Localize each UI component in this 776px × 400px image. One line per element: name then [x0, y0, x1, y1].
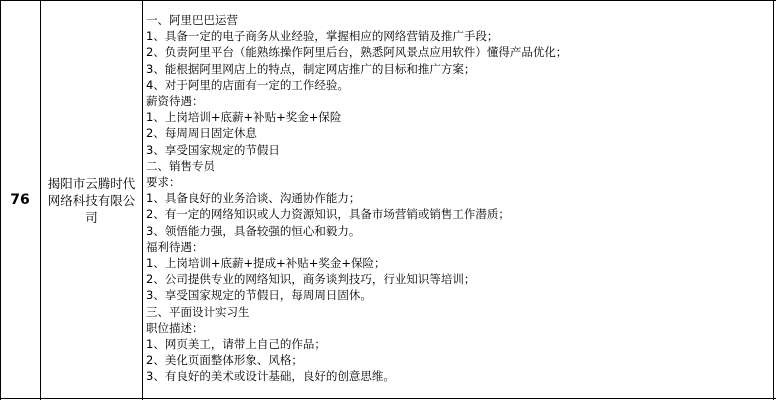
description-line: 1、上岗培训+底薪+提成+补贴+奖金+保险；: [146, 256, 386, 271]
company-name-cell: 揭阳市云腾时代网络科技有限公司: [47, 175, 136, 225]
table-border-right: [773, 0, 774, 400]
job-description-cell: [146, 12, 771, 385]
description-line: 职位描述：: [146, 320, 204, 335]
description-line: 2、每周周日固定休息: [146, 126, 257, 141]
description-line: 1、具备良好的业务洽谈、沟通协作能力；: [146, 191, 361, 206]
description-line: 3、能根据阿里网店上的特点，制定网店推广的目标和推广方案；: [146, 61, 476, 76]
description-line: 4、对于阿里的店面有一定的工作经验。: [146, 77, 349, 92]
column-divider-2: [142, 0, 143, 400]
description-line: 1、具备一定的电子商务从业经验，掌握相应的网络营销及推广手段；: [146, 29, 499, 44]
description-line: 2、公司提供专业的网络知识，商务谈判技巧，行业知识等培训；: [146, 272, 476, 287]
description-line: 2、美化页面整体形象、风格；: [146, 353, 303, 368]
description-line: 薪资待遇：: [146, 94, 204, 109]
description-line: 3、享受国家规定的节假日: [146, 142, 280, 157]
description-line: 一、阿里巴巴运营: [146, 13, 238, 27]
description-line: 二、销售专员: [146, 158, 215, 173]
description-line: 3、有良好的美术或设计基础，良好的创意思维。: [146, 369, 395, 384]
description-line: 3、享受国家规定的节假日，每周周日固休。: [146, 288, 372, 303]
row-number-cell: 76: [10, 192, 30, 208]
description-line: 2、有一定的网络知识或人力资源知识，具备市场营销或销售工作潜质；: [146, 207, 510, 222]
description-line: 2、负责阿里平台（能熟练操作阿里后台，熟悉阿风景点应用软件）懂得产品优化；: [146, 45, 568, 60]
description-line: 1、上岗培训+底薪+补贴+奖金+保险: [146, 110, 342, 125]
description-line: 1、网页美工，请带上自己的作品；: [146, 337, 326, 352]
description-line: 三、平面设计实习生: [146, 304, 250, 319]
description-line: 3、领悟能力强，具备较强的恒心和毅力。: [146, 223, 361, 238]
description-line: 要求：: [146, 175, 181, 190]
description-line: 福利待遇：: [146, 239, 204, 254]
